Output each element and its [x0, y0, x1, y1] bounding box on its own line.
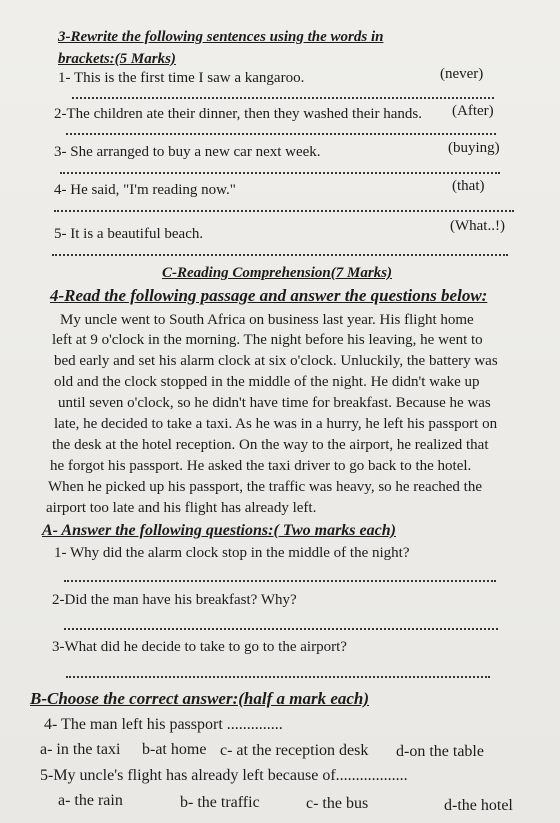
q4-option-d[interactable]: d-on the table	[396, 743, 484, 760]
q5-option-d[interactable]: d-the hotel	[444, 797, 513, 814]
section3-heading-line2: brackets:(5 Marks)	[58, 51, 176, 67]
q4-option-a[interactable]: a- in the taxi	[40, 741, 121, 758]
passage-line: he forgot his passport. He asked the taxi driver to go back to the hotel.	[50, 458, 472, 474]
answer-line-2[interactable]	[66, 133, 496, 135]
answer-line-3[interactable]	[60, 172, 500, 174]
passage-line: My uncle went to South Africa on business last year. His flight home	[60, 312, 474, 328]
passage-line: When he picked up his passport, the traffic was heavy, so he reached the	[48, 479, 483, 495]
passage-line: until seven o'clock, so he didn't have time for breakfast. Because he was	[58, 395, 491, 411]
part-b-question-5: 5-My uncle's flight has already left because of..................	[40, 767, 408, 784]
passage-line: old and the clock stopped in the middle of the night. He didn't wake up	[54, 374, 480, 390]
answer-line-4[interactable]	[54, 210, 514, 212]
section3-heading-line1: 3-Rewrite the following sentences using the words in	[58, 29, 384, 45]
part-b-heading: B-Choose the correct answer:(half a mark each)	[30, 689, 370, 708]
part-a-question-2: 2-Did the man have his breakfast? Why?	[52, 592, 297, 608]
rewrite-item-2: 2-The children ate their dinner, then they washed their hands.	[54, 106, 423, 122]
q4-option-b[interactable]: b-at home	[142, 741, 207, 758]
q4-option-c[interactable]: c- at the reception desk	[220, 742, 369, 759]
answer-line-5[interactable]	[52, 254, 508, 256]
q5-option-c[interactable]: c- the bus	[306, 795, 369, 812]
passage-line: the desk at the hotel reception. On the way to the airport, he realized that	[52, 437, 489, 453]
passage-line: bed early and set his alarm clock at six o'clock. Unluckily, the battery was	[54, 353, 498, 369]
part-a-question-3: 3-What did he decide to take to go to the airport?	[52, 639, 347, 655]
rewrite-hint-3: (buying)	[448, 140, 500, 156]
part-a-answer-line-2[interactable]	[64, 628, 498, 630]
rewrite-hint-4: (that)	[452, 178, 485, 194]
passage-question-heading: 4-Read the following passage and answer the questions below:	[50, 286, 488, 305]
rewrite-item-5: 5- It is a beautiful beach.	[54, 226, 204, 242]
rewrite-hint-5: (What..!)	[450, 218, 505, 234]
rewrite-item-1: 1- This is the first time I saw a kangaroo.	[58, 70, 305, 86]
part-a-question-1: 1- Why did the alarm clock stop in the middle of the night?	[54, 545, 410, 561]
q5-option-b[interactable]: b- the traffic	[180, 794, 260, 811]
q5-option-a[interactable]: a- the rain	[58, 792, 123, 809]
rewrite-item-4: 4- He said, "I'm reading now."	[54, 182, 236, 198]
rewrite-hint-2: (After)	[452, 103, 494, 119]
passage-line: late, he decided to take a taxi. As he was in a hurry, he left his passport on	[54, 416, 498, 432]
part-a-answer-line-3[interactable]	[66, 676, 490, 678]
part-b-question-4: 4- The man left his passport ..............	[44, 716, 283, 733]
answer-line-1[interactable]	[72, 97, 494, 99]
reading-section-title: C-Reading Comprehension(7 Marks)	[162, 265, 393, 281]
part-a-heading: A- Answer the following questions:( Two marks each)	[42, 522, 396, 539]
rewrite-hint-1: (never)	[440, 66, 484, 82]
passage-line: airport too late and his flight has already left.	[46, 500, 317, 516]
passage-line: left at 9 o'clock in the morning. The night before his leaving, he went to	[52, 332, 483, 348]
rewrite-item-3: 3- She arranged to buy a new car next week.	[54, 144, 321, 160]
part-a-answer-line-1[interactable]	[64, 580, 496, 582]
